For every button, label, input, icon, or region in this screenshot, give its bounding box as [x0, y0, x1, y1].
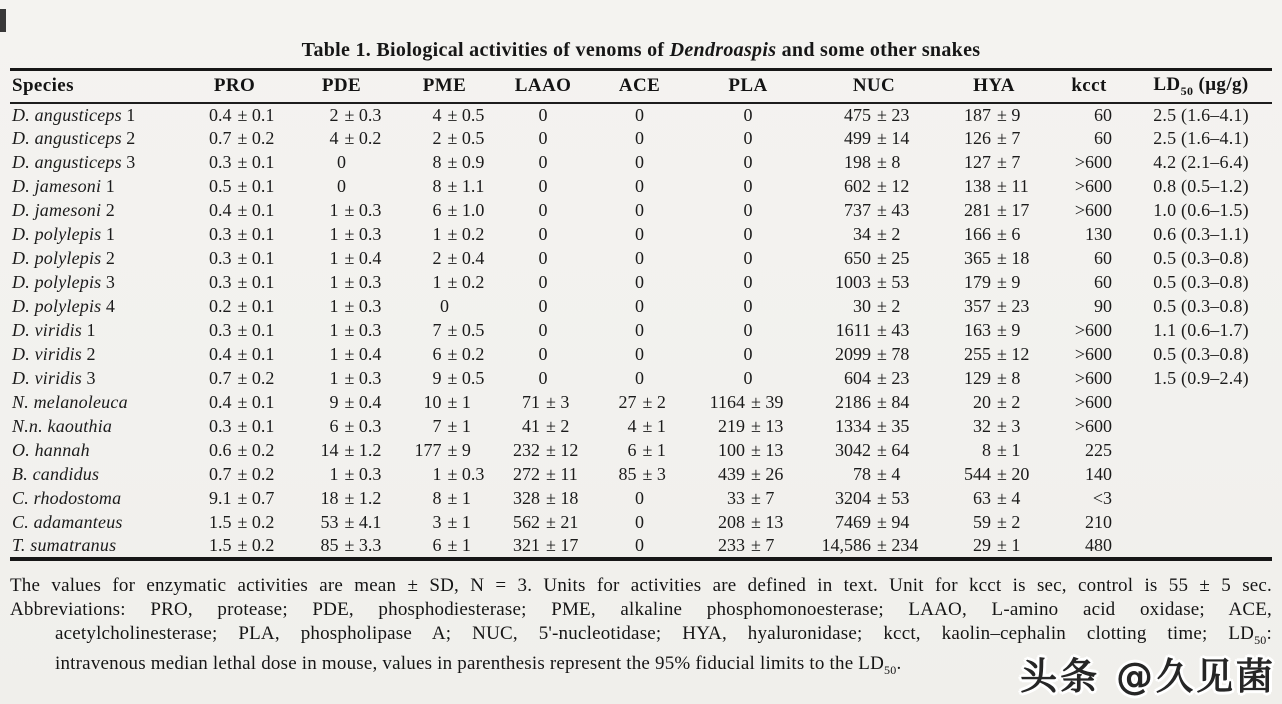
value-cell: 126 ± 7	[964, 128, 1021, 148]
value-cell: 60	[1094, 248, 1112, 268]
value-cell: 2.5 (1.6–4.1)	[1153, 104, 1249, 125]
value-cell: 1164 ± 39	[709, 392, 784, 412]
value-cell: 0	[337, 176, 346, 196]
table-row	[10, 151, 1272, 175]
value-cell	[1130, 463, 1272, 487]
col-header-pde: PDE	[321, 75, 362, 97]
value-cell: 0	[635, 488, 644, 508]
value-cell: 0	[538, 128, 548, 148]
footnote-line: intravenous median lethal dose in mouse, values in parenthesis represent the 95% fiducial limits to the $LD_{50}$.	[55, 652, 902, 677]
species-cell: D. jamesoni 1	[12, 176, 115, 196]
watermark: 头条 @久见菌	[1020, 655, 1276, 698]
value-cell: 208 ± 13	[718, 512, 784, 532]
value-cell: 166 ± 6	[964, 224, 1021, 244]
species-cell: D. viridis 1	[12, 320, 96, 340]
value-cell: 0	[440, 296, 449, 316]
value-cell: 2.5 (1.6–4.1)	[1153, 128, 1249, 148]
value-cell: 8 ± 1.1	[432, 176, 485, 196]
value-cell: 1 ± 0.2	[432, 272, 485, 292]
value-cell: 0	[538, 248, 548, 268]
value-cell: 129 ± 8	[964, 368, 1021, 388]
value-cell: 0	[538, 272, 548, 292]
col-header-hya: HYA	[973, 75, 1015, 97]
value-cell: 0	[538, 152, 548, 172]
value-cell: 8 ± 0.9	[432, 152, 485, 172]
table-row	[10, 535, 1272, 559]
value-cell: 1 ± 0.3	[432, 464, 485, 484]
col-header-pla: PLA	[728, 75, 768, 97]
ld50-unit: (μg/g)	[1198, 73, 1249, 95]
value-cell: 0.5 (0.3–0.8)	[1153, 344, 1249, 364]
value-cell: 0	[743, 104, 753, 125]
value-cell: 9 ± 0.5	[432, 368, 485, 388]
value-cell: 0.3 ± 0.1	[209, 416, 275, 436]
value-cell: 0.5 (0.3–0.8)	[1153, 272, 1249, 292]
value-cell: 6 ± 0.2	[432, 344, 485, 364]
table-row	[10, 511, 1272, 535]
value-cell: 602 ± 12	[844, 176, 910, 196]
value-cell: 357 ± 23	[964, 296, 1030, 316]
value-cell: 140	[1085, 464, 1112, 484]
table-row	[10, 199, 1272, 223]
value-cell: 0	[635, 128, 644, 148]
species-cell: N. melanoleuca	[12, 392, 128, 412]
value-cell: 219 ± 13	[718, 416, 784, 436]
value-cell: 71 ± 3	[522, 392, 570, 412]
value-cell: 0.5 (0.3–0.8)	[1153, 248, 1249, 268]
value-cell: 650 ± 25	[844, 248, 910, 268]
species-cell: C. rhodostoma	[12, 488, 122, 508]
value-cell: 328 ± 18	[513, 488, 579, 508]
value-cell: 90	[1094, 296, 1112, 316]
title-text-pre: Table 1. Biological activities of venoms of	[301, 39, 670, 61]
table-row	[10, 391, 1272, 415]
value-cell: 60	[1094, 272, 1112, 292]
value-cell: 480	[1085, 535, 1112, 555]
value-cell: 0	[743, 368, 753, 388]
value-cell: 0.2 ± 0.1	[209, 296, 275, 316]
value-cell: >600	[1074, 176, 1112, 196]
col-header-nuc: NUC	[852, 75, 896, 97]
value-cell: 0.3 ± 0.1	[209, 152, 275, 172]
value-cell: 0	[635, 368, 644, 388]
value-cell: >600	[1074, 392, 1112, 412]
col-header-kcct: kcct	[1071, 75, 1107, 97]
value-cell: 0.3 ± 0.1	[209, 272, 275, 292]
value-cell: 0.7 ± 0.2	[209, 368, 275, 388]
value-cell: 60	[1094, 128, 1112, 148]
value-cell: 0	[538, 368, 548, 388]
value-cell: 29 ± 1	[973, 535, 1021, 555]
value-cell: 0	[743, 224, 753, 244]
species-cell: C. adamanteus	[12, 512, 123, 532]
value-cell: 14,586 ± 234	[821, 535, 919, 555]
value-cell: 7 ± 0.5	[432, 320, 485, 340]
value-cell: 177 ± 9	[414, 440, 471, 460]
value-cell: 0	[635, 176, 644, 196]
value-cell: 0	[743, 320, 753, 340]
value-cell: 1 ± 0.3	[329, 296, 382, 316]
scan-artifact-mark	[0, 9, 6, 32]
value-cell	[1130, 391, 1272, 415]
table-title	[0, 39, 1282, 62]
value-cell: 1.1 (0.6–1.7)	[1153, 320, 1249, 340]
value-cell: 4 ± 1	[627, 416, 666, 436]
table-body	[10, 103, 1272, 559]
value-cell: 2099 ± 78	[835, 344, 910, 364]
value-cell: 85 ± 3.3	[320, 535, 382, 555]
value-cell: >600	[1074, 320, 1112, 340]
value-cell: 0.4 ± 0.1	[209, 104, 275, 125]
value-cell: 281 ± 17	[964, 200, 1030, 220]
value-cell: 2 ± 0.3	[329, 104, 382, 125]
table-row	[10, 247, 1272, 271]
table-row	[10, 295, 1272, 319]
value-cell: 7 ± 1	[432, 416, 471, 436]
table-row	[10, 487, 1272, 511]
value-cell: 0.4 ± 0.1	[209, 392, 275, 412]
value-cell: 604 ± 23	[844, 368, 910, 388]
value-cell: 0	[743, 248, 753, 268]
value-cell: 78 ± 4	[853, 464, 901, 484]
value-cell: 3042 ± 64	[835, 440, 910, 460]
value-cell: >600	[1074, 416, 1112, 436]
value-cell: 1 ± 0.2	[432, 224, 485, 244]
value-cell: 0	[743, 272, 753, 292]
value-cell: <3	[1092, 488, 1112, 508]
value-cell: 0	[635, 535, 644, 555]
species-cell: D. jamesoni 2	[12, 200, 115, 220]
species-cell: D. angusticeps 1	[12, 104, 136, 125]
species-cell: D. angusticeps 3	[12, 152, 136, 172]
value-cell: 737 ± 43	[844, 200, 910, 220]
species-cell: D. polylepis 4	[12, 296, 115, 316]
value-cell: 0	[635, 152, 644, 172]
value-cell: 562 ± 21	[513, 512, 579, 532]
title-text-post: and some other snakes	[776, 39, 981, 61]
value-cell: 0.8 (0.5–1.2)	[1153, 176, 1249, 196]
table-row	[10, 127, 1272, 151]
table-row	[10, 415, 1272, 439]
value-cell: 365 ± 18	[964, 248, 1030, 268]
value-cell: 439 ± 26	[718, 464, 784, 484]
value-cell: 1334 ± 35	[835, 416, 910, 436]
value-cell: 6 ± 0.3	[329, 416, 382, 436]
value-cell: 0	[337, 152, 346, 172]
value-cell: 130	[1085, 224, 1112, 244]
value-cell: 0.4 ± 0.1	[209, 200, 275, 220]
value-cell: 0.6 (0.3–1.1)	[1153, 224, 1249, 244]
value-cell: 59 ± 2	[973, 512, 1021, 532]
value-cell: 233 ± 7	[718, 535, 775, 555]
value-cell: 272 ± 11	[513, 464, 578, 484]
value-cell: 1 ± 0.3	[329, 200, 382, 220]
value-cell: 210	[1085, 512, 1112, 532]
table-row	[10, 367, 1272, 391]
value-cell: 63 ± 4	[973, 488, 1021, 508]
footnote-line: acetylcholinesterase; PLA, phospholipase A; NUC, 5'-nucleotidase; HYA, hyaluronidase; kcct, kaolin–cephalin clotting time; $LD_{50}$:	[55, 623, 1272, 647]
value-cell: 3204 ± 53	[835, 488, 910, 508]
value-cell: 8 ± 1	[982, 440, 1021, 460]
value-cell: 1.5 ± 0.2	[209, 512, 275, 532]
value-cell: 1.5 (0.9–2.4)	[1153, 368, 1249, 388]
value-cell: 0	[538, 224, 548, 244]
value-cell: 85 ± 3	[618, 464, 666, 484]
species-cell: O. hannah	[12, 440, 90, 460]
value-cell: 0	[743, 152, 753, 172]
table-row	[10, 463, 1272, 487]
value-cell: 0	[635, 200, 644, 220]
value-cell: 1003 ± 53	[835, 272, 910, 292]
value-cell	[1130, 511, 1272, 535]
value-cell: 32 ± 3	[973, 416, 1021, 436]
col-header-laao: LAAO	[514, 75, 572, 97]
value-cell: 1 ± 0.3	[329, 224, 382, 244]
value-cell: 4 ± 0.2	[329, 128, 382, 148]
value-cell: 0	[743, 200, 753, 220]
value-cell: 0.3 ± 0.1	[209, 320, 275, 340]
value-cell: 2186 ± 84	[835, 392, 910, 412]
species-cell: D. viridis 2	[12, 344, 96, 364]
value-cell: 0.6 ± 0.2	[209, 440, 275, 460]
venom-activities-table	[10, 68, 1272, 561]
value-cell: 0	[635, 344, 644, 364]
value-cell: 1 ± 0.3	[329, 320, 382, 340]
footnote-line: The values for enzymatic activities are mean ± SD, N = 3. Units for activities are defined in text. Unit for kcct is sec, control is 55 ± 5 sec.	[10, 575, 1272, 596]
value-cell: 0.3 ± 0.1	[209, 248, 275, 268]
value-cell: 2 ± 0.4	[432, 248, 485, 268]
value-cell: 34 ± 2	[853, 224, 901, 244]
col-header-ace: ACE	[618, 75, 661, 97]
value-cell: >600	[1074, 152, 1112, 172]
value-cell: 0.4 ± 0.1	[209, 344, 275, 364]
value-cell: 0	[635, 272, 644, 292]
value-cell: >600	[1074, 344, 1112, 364]
value-cell: 0	[538, 296, 548, 316]
value-cell: 127 ± 7	[964, 152, 1021, 172]
value-cell	[1130, 487, 1272, 511]
value-cell: 4.2 (2.1–6.4)	[1153, 152, 1249, 172]
species-cell: D. viridis 3	[12, 368, 96, 388]
value-cell: 0.5 (0.3–0.8)	[1153, 296, 1249, 316]
value-cell: 138 ± 11	[964, 176, 1029, 196]
value-cell: 225	[1085, 440, 1112, 460]
value-cell: 27 ± 2	[618, 392, 666, 412]
col-header-pme: PME	[422, 75, 467, 97]
value-cell: 0	[635, 104, 644, 125]
table-row	[10, 319, 1272, 343]
value-cell: 1 ± 0.3	[329, 272, 382, 292]
value-cell: >600	[1074, 368, 1112, 388]
value-cell: 163 ± 9	[964, 320, 1021, 340]
value-cell: 20 ± 2	[973, 392, 1021, 412]
value-cell: 321 ± 17	[513, 535, 579, 555]
ld50-subscript: 50	[1180, 83, 1194, 98]
species-cell: D. angusticeps 2	[12, 128, 136, 148]
value-cell: 179 ± 9	[964, 272, 1021, 292]
value-cell: 30 ± 2	[853, 296, 901, 316]
value-cell: 0.5 ± 0.1	[209, 176, 275, 196]
value-cell: 232 ± 12	[513, 440, 579, 460]
value-cell: 33 ± 7	[727, 488, 775, 508]
value-cell: 9 ± 0.4	[329, 392, 382, 412]
value-cell: 0	[743, 128, 753, 148]
value-cell: 499 ± 14	[844, 128, 910, 148]
value-cell: 187 ± 9	[964, 104, 1021, 125]
value-cell: 0	[635, 224, 644, 244]
value-cell: 41 ± 2	[522, 416, 570, 436]
table-row	[10, 439, 1272, 463]
value-cell: 1.5 ± 0.2	[209, 535, 275, 555]
table-row	[10, 223, 1272, 247]
value-cell: 6 ± 1	[627, 440, 666, 460]
footnote-line: Abbreviations: PRO, protease; PDE, phosphodiesterase; PME, alkaline phosphomonoesterase; LAAO, L-amino acid oxidase; ACE,	[10, 599, 1272, 620]
species-cell: D. polylepis 1	[12, 224, 115, 244]
value-cell: 198 ± 8	[844, 152, 901, 172]
value-cell: 0	[635, 296, 644, 316]
value-cell: 10 ± 1	[423, 392, 471, 412]
value-cell: 6 ± 1	[432, 535, 471, 555]
species-cell: D. polylepis 2	[12, 248, 115, 268]
value-cell: 0.3 ± 0.1	[209, 224, 275, 244]
col-header-pro: PRO	[213, 75, 256, 97]
value-cell: 7469 ± 94	[835, 512, 910, 532]
value-cell: 18 ± 1.2	[320, 488, 382, 508]
value-cell: 4 ± 0.5	[432, 104, 485, 125]
value-cell: 0	[743, 296, 753, 316]
species-cell: B. candidus	[12, 464, 100, 484]
value-cell: 1 ± 0.3	[329, 368, 382, 388]
table-row	[10, 103, 1272, 127]
title-genus-name: Dendroaspis	[669, 39, 777, 61]
value-cell	[1130, 415, 1272, 439]
value-cell: 544 ± 20	[964, 464, 1030, 484]
value-cell: 0	[538, 176, 548, 196]
col-header-ld50	[1130, 70, 1272, 103]
value-cell: 1611 ± 43	[835, 320, 910, 340]
value-cell: 1.0 (0.6–1.5)	[1153, 200, 1249, 220]
value-cell: 6 ± 1.0	[432, 200, 485, 220]
table-row	[10, 343, 1272, 367]
value-cell	[1130, 439, 1272, 463]
table-row	[10, 271, 1272, 295]
value-cell: 0	[538, 104, 548, 125]
value-cell: 0	[635, 512, 644, 532]
value-cell: 2 ± 0.5	[432, 128, 485, 148]
species-cell: T. sumatranus	[12, 535, 117, 555]
value-cell	[1130, 535, 1272, 559]
species-cell: D. polylepis 3	[12, 272, 115, 292]
value-cell: 14 ± 1.2	[320, 440, 382, 460]
value-cell: 1 ± 0.4	[329, 248, 382, 268]
value-cell: 1 ± 0.3	[329, 464, 382, 484]
value-cell: 100 ± 13	[718, 440, 784, 460]
value-cell: 0	[538, 200, 548, 220]
value-cell: 3 ± 1	[432, 512, 471, 532]
value-cell: 0	[538, 320, 548, 340]
value-cell: 1 ± 0.4	[329, 344, 382, 364]
value-cell: >600	[1074, 200, 1112, 220]
value-cell: 0.7 ± 0.2	[209, 464, 275, 484]
value-cell: 60	[1094, 104, 1112, 125]
ld50-label: LD	[1153, 73, 1181, 95]
value-cell: 0	[743, 344, 753, 364]
value-cell: 0	[743, 176, 753, 196]
value-cell: 0.7 ± 0.2	[209, 128, 275, 148]
header-row	[10, 70, 1272, 103]
species-cell: N.n. kaouthia	[12, 416, 113, 436]
value-cell: 0	[635, 248, 644, 268]
value-cell: 9.1 ± 0.7	[209, 488, 275, 508]
value-cell: 475 ± 23	[844, 104, 910, 125]
value-cell: 53 ± 4.1	[320, 512, 382, 532]
value-cell: 0	[635, 320, 644, 340]
col-header-species: Species	[12, 75, 74, 97]
value-cell: 8 ± 1	[432, 488, 471, 508]
value-cell: 255 ± 12	[964, 344, 1030, 364]
table-row	[10, 175, 1272, 199]
value-cell: 0	[538, 344, 548, 364]
